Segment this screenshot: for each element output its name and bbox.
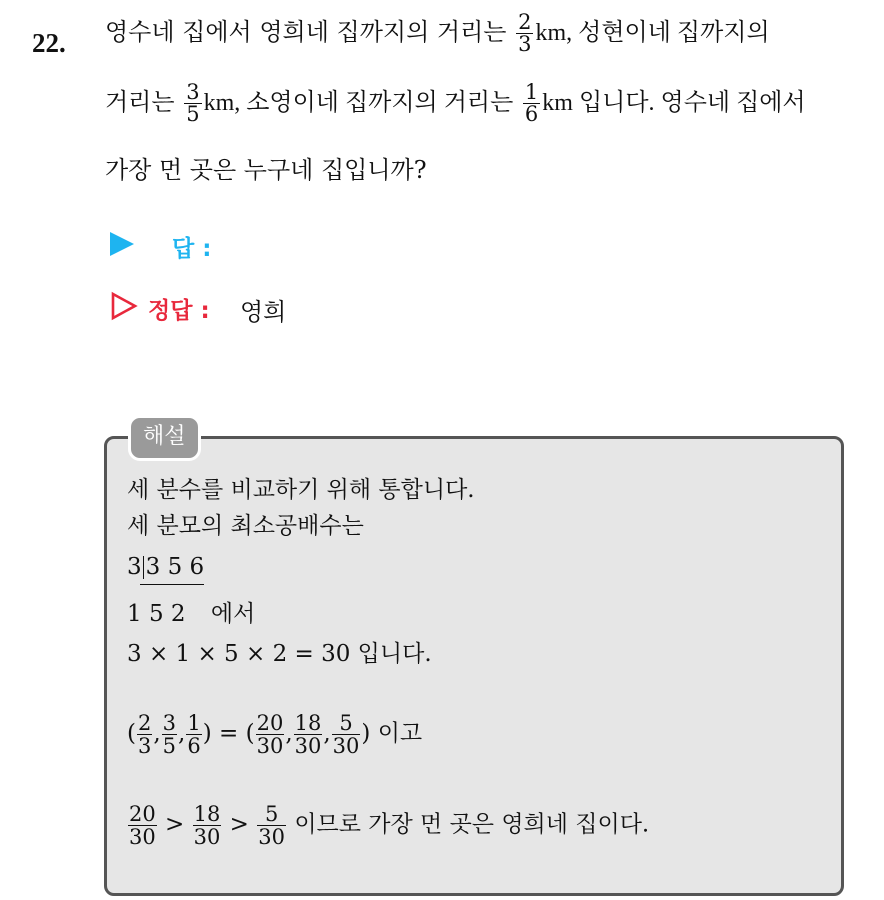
question-number: 22. [32, 28, 66, 58]
numerator: 18 [294, 711, 322, 735]
question-text: km 입니다. 영수네 집에서 [542, 90, 806, 116]
question-text: 영수네 집에서 영희네 집까지의 거리는 [105, 18, 507, 46]
explanation-line: 세 분수를 비교하기 위해 통합니다. [127, 477, 475, 503]
denominator: 30 [256, 734, 284, 759]
denominator: 30 [332, 734, 360, 759]
numerator: 18 [193, 802, 221, 826]
denominator: 30 [258, 825, 286, 850]
answer-arrow-icon [110, 232, 134, 256]
correct-answer-label: 정답 : [148, 298, 210, 324]
dividend: 3 5 6 [143, 556, 205, 579]
denominator: 6 [524, 102, 539, 126]
fraction [186, 712, 201, 757]
explanation-text: 이므로 가장 먼 곳은 영희네 집이다. [294, 811, 650, 838]
explanation-text: 에서 [210, 601, 256, 627]
divisor: 3 [127, 554, 142, 580]
numerator: 3 [186, 80, 200, 104]
question-line-2 [105, 82, 806, 125]
fraction [184, 82, 201, 125]
numerator: 20 [129, 802, 156, 826]
numerator: 1 [524, 80, 539, 104]
question-line-3: 가장 먼 곳은 누구네 집입니까? [105, 156, 427, 184]
fraction [257, 803, 286, 848]
denominator: 5 [162, 734, 177, 759]
fraction [516, 12, 533, 55]
question-line-1 [105, 12, 770, 55]
denominator: 3 [137, 734, 152, 759]
fraction [162, 712, 177, 757]
denominator: 30 [129, 825, 156, 850]
fraction [332, 712, 361, 757]
answer-label: 답 : [172, 236, 212, 262]
question-text: 거리는 [105, 88, 175, 116]
explanation-text: 이고 [377, 720, 423, 747]
correct-answer-value: 영희 [240, 298, 287, 326]
denominator: 30 [294, 734, 322, 759]
equivalence-equation: ( $\frac{2}{3}$ , $\frac{3}{5}$ , $\frac{1}{6}$ ) = ( $\frac{20}{30}$ , $\frac{18}{30}$ , $\frac{5}{30}$ ) 이고 [127, 711, 423, 759]
fraction [128, 803, 157, 848]
fraction [256, 712, 285, 757]
fraction [193, 803, 222, 848]
denominator: 6 [187, 734, 201, 759]
correct-answer-arrow-icon [110, 291, 138, 321]
division-ladder [127, 556, 204, 579]
explanation-tab: 해설 [128, 415, 201, 461]
division-rule [140, 584, 204, 585]
fraction [137, 712, 152, 757]
explanation-line: 세 분모의 최소공배수는 [127, 513, 364, 539]
numerator: 3 [162, 711, 177, 735]
denominator: 3 [518, 32, 532, 56]
numerator: 5 [264, 802, 279, 826]
numerator: 1 [187, 711, 201, 735]
quotient: 1 5 2 [127, 601, 186, 627]
fraction [294, 712, 323, 757]
comparison-line: $\frac{20}{30}$ > $\frac{18}{30}$ > $\frac{5}{30}$ 이므로 가장 먼 곳은 영희네 집이다. [129, 802, 650, 850]
question-text: km, 소영이네 집까지의 거리는 [203, 90, 514, 116]
question-text: km, 성현이네 집까지의 [535, 20, 770, 46]
denominator: 5 [186, 102, 200, 126]
numerator: 5 [339, 711, 353, 735]
explanation-line [127, 603, 255, 626]
numerator: 2 [518, 10, 532, 34]
explanation-line: 3 × 1 × 5 × 2 = 30 입니다. [127, 641, 432, 667]
fraction [523, 82, 540, 125]
denominator: 30 [193, 825, 221, 850]
numerator: 2 [137, 711, 152, 735]
numerator: 20 [256, 711, 284, 735]
